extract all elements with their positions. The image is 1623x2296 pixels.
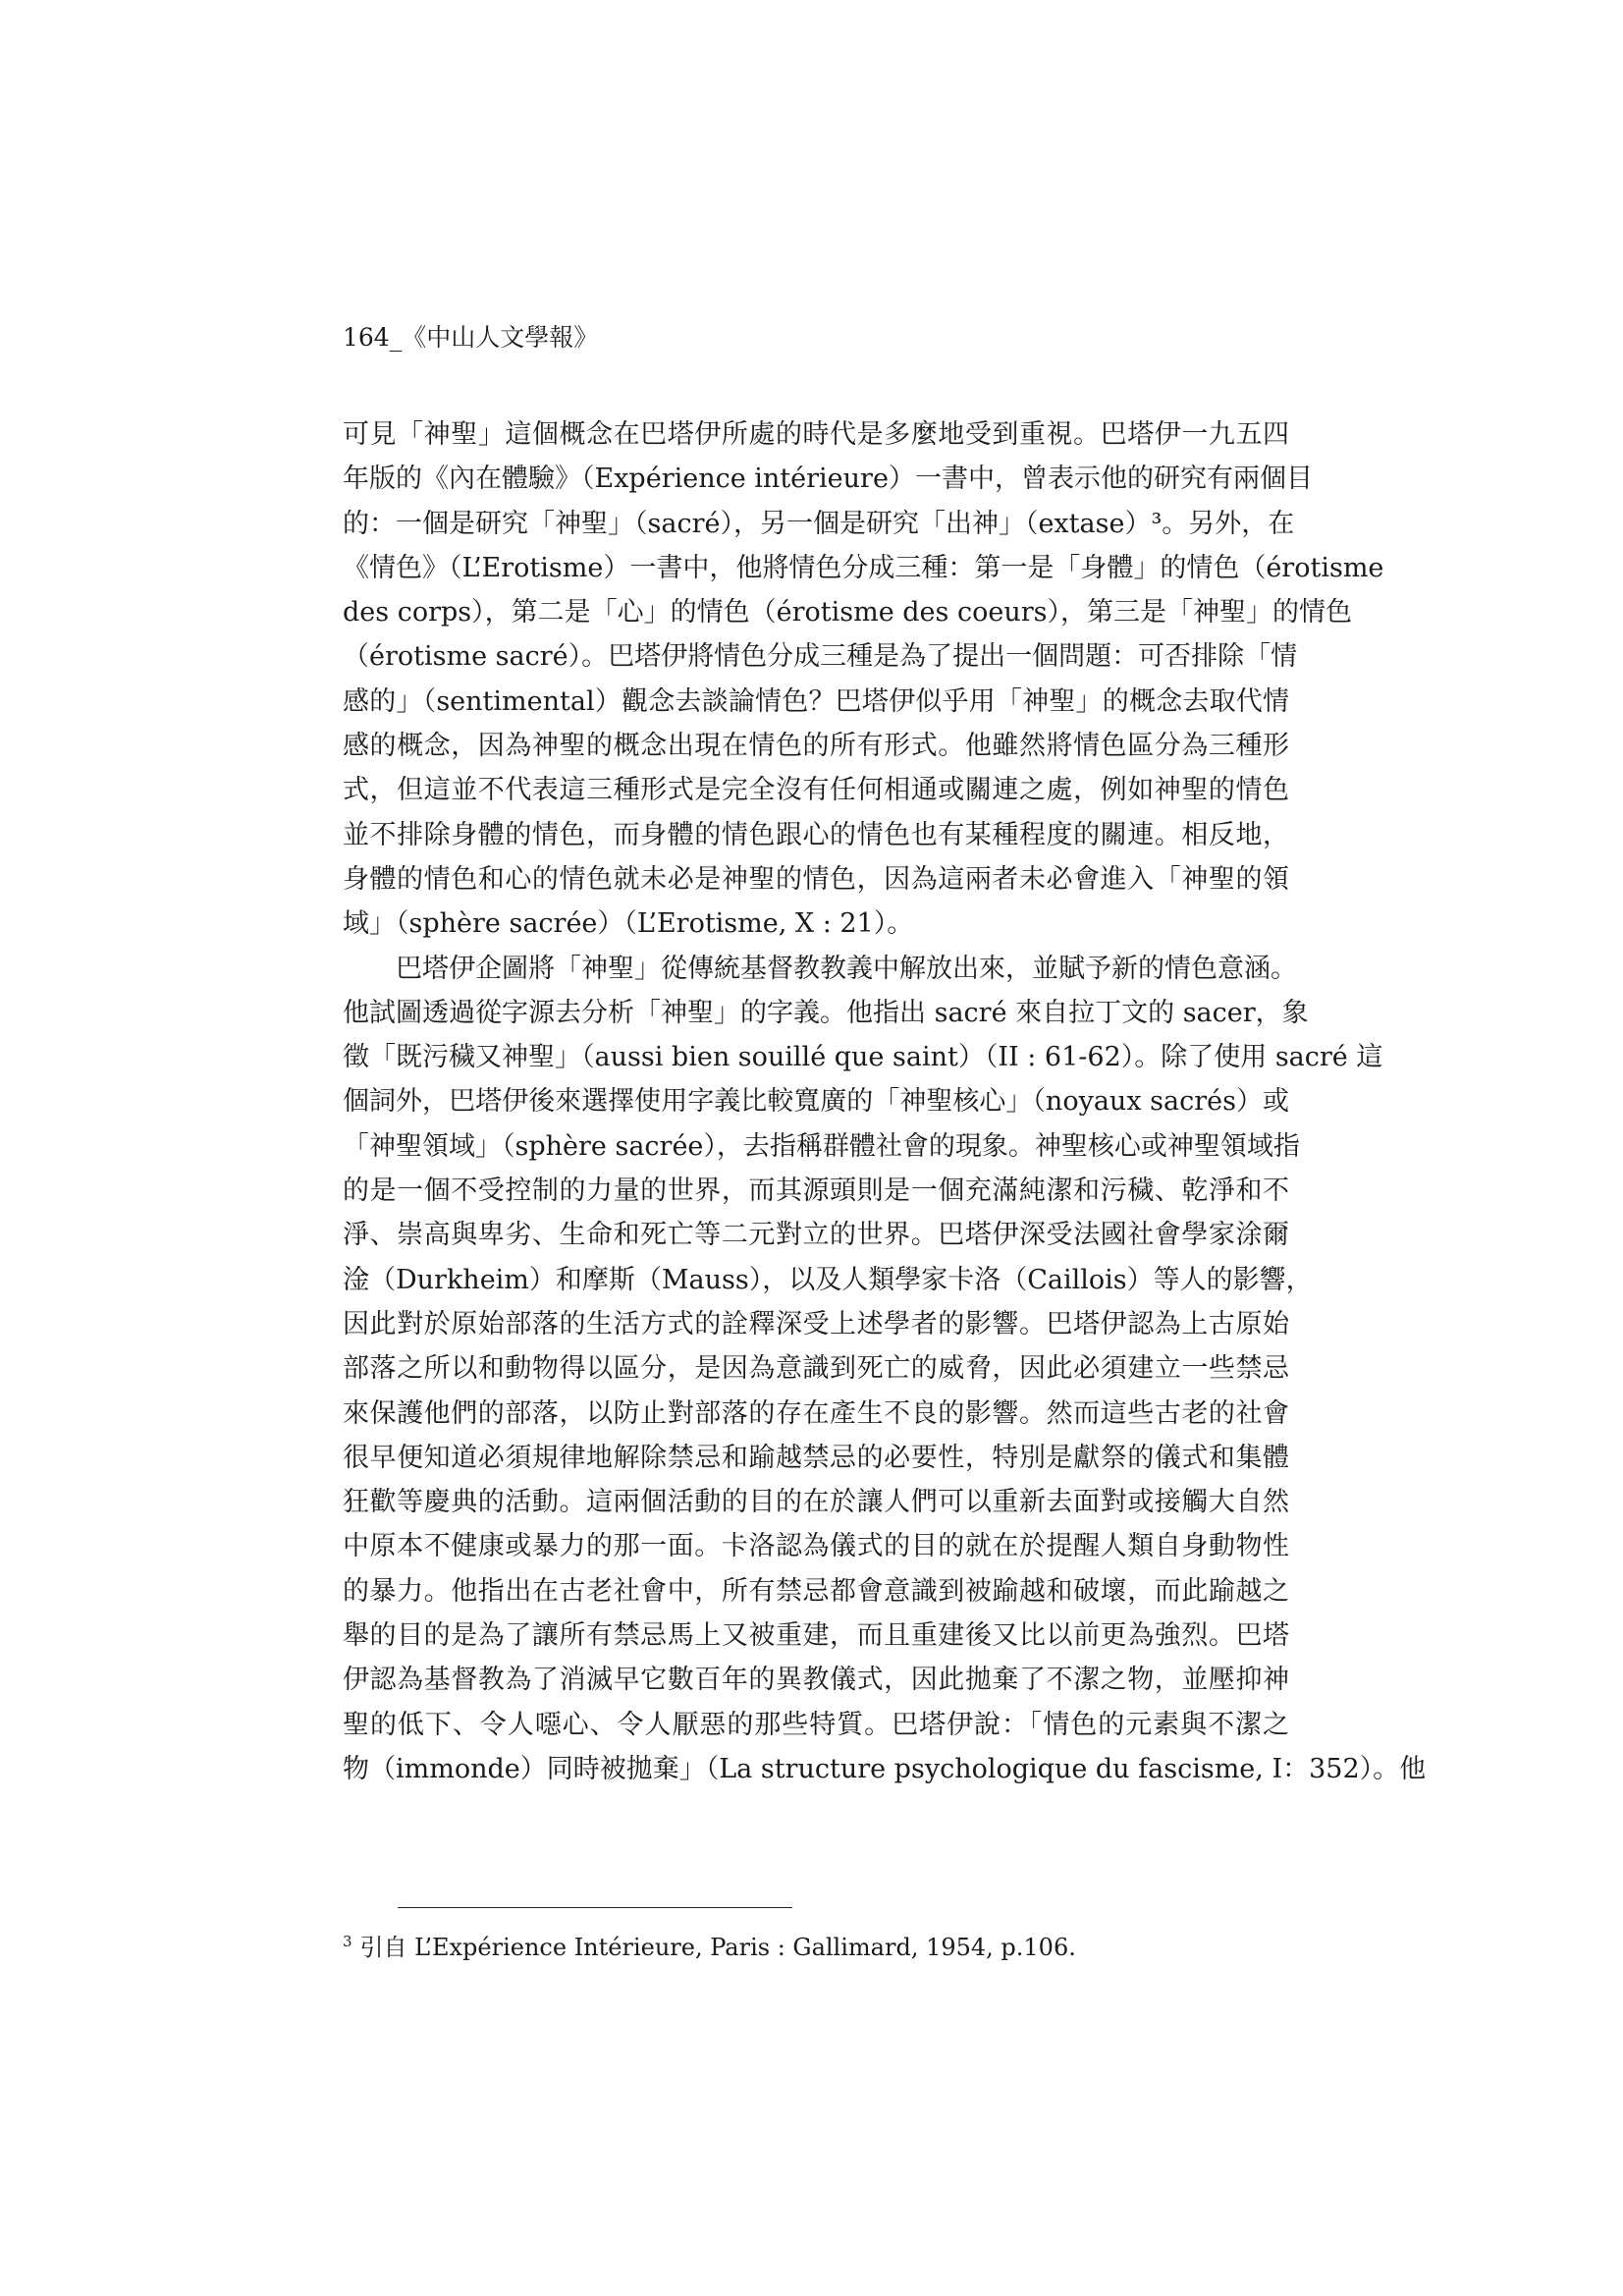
text-line: 聖的低下、令人噁心、令人厭惡的那些特質。巴塔伊說：「情色的元素與不潔之 [343,1709,1289,1740]
body-text [343,412,1427,1791]
text-line: 式，但這並不代表這三種形式是完全沒有任何相通或關連之處，例如神聖的情色 [343,775,1289,806]
text-line: 的暴力。他指出在古老社會中，所有禁忌都會意識到被踰越和破壞，而此踰越之 [343,1575,1289,1607]
text-line: 「神聖領域」（sphère sacrée），去指稱群體社會的現象。神聖核心或神聖領域指 [343,1130,1300,1162]
text-line: 舉的目的是為了讓所有禁忌馬上又被重建，而且重建後又比以前更為強烈。巴塔 [343,1620,1289,1652]
running-header: 164_《中山人文學報》 [343,323,599,352]
text-line: 域」（sphère sacrée）（L’Erotisme, X : 21）。 [343,908,914,940]
footnote [343,1925,1076,1964]
text-line: 因此對於原始部落的生活方式的詮釋深受上述學者的影響。巴塔伊認為上古原始 [343,1308,1289,1339]
text-line: 並不排除身體的情色，而身體的情色跟心的情色也有某種程度的關連。相反地， [343,819,1289,850]
text-line: 來保護他們的部落，以防止對部落的存在產生不良的影響。然而這些古老的社會 [343,1397,1289,1429]
text-line: 可見「神聖」這個概念在巴塔伊所處的時代是多麼地受到重視。巴塔伊一九五四 [343,419,1289,450]
text-line: 的是一個不受控制的力量的世界，而其源頭則是一個充滿純潔和污穢、乾淨和不 [343,1175,1289,1207]
footnote-marker: 3 [343,1933,352,1950]
text-line: 身體的情色和心的情色就未必是神聖的情色，因為這兩者未必會進入「神聖的領 [343,863,1289,895]
footnote-divider [398,1907,792,1908]
text-line: 徵「既污穢又神聖」（aussi bien souillé que saint）（II : 61-62）。除了使用 sacré 這 [343,1042,1383,1073]
footnote-text: 引自 L’Expérience Intérieure, Paris : Gallimard, 1954, p.106. [359,1934,1076,1961]
text-line: 《情色》（L’Erotisme）一書中，他將情色分成三種：第一是「身體」的情色（érotisme [343,552,1384,583]
text-line: 部落之所以和動物得以區分，是因為意識到死亡的威脅，因此必須建立一些禁忌 [343,1353,1289,1385]
text-line: 年版的《內在體驗》（Expérience intérieure）一書中，曾表示他的研究有兩個目 [343,464,1313,495]
text-line: 很早便知道必須規律地解除禁忌和踰越禁忌的必要性，特別是獻祭的儀式和集體 [343,1442,1289,1473]
paragraph-first-line: 巴塔伊企圖將「神聖」從傳統基督教教義中解放出來，並賦予新的情色意涵。 [396,953,1297,984]
text-line: 狂歡等慶典的活動。這兩個活動的目的在於讓人們可以重新去面對或接觸大自然 [343,1487,1289,1518]
text-line: 他試圖透過從字源去分析「神聖」的字義。他指出 sacré 來自拉丁文的 sacer，象 [343,997,1309,1028]
text-line: 伊認為基督教為了消滅早它數百年的異教儀式，因此拋棄了不潔之物，並壓抑神 [343,1665,1289,1696]
text-line: 淦（Durkheim）和摩斯（Mauss），以及人類學家卡洛（Caillois）等人的影響， [343,1264,1313,1295]
text-line: 物（immonde）同時被拋棄」（La structure psychologique du fascisme, I：352）。他 [343,1753,1427,1784]
text-line: 中原本不健康或暴力的那一面。卡洛認為儀式的目的就在於提醒人類自身動物性 [343,1531,1289,1562]
text-line: 淨、崇高與卑劣、生命和死亡等二元對立的世界。巴塔伊深受法國社會學家涂爾 [343,1220,1289,1251]
text-line: 感的」（sentimental）觀念去談論情色？巴塔伊似乎用「神聖」的概念去取代情 [343,685,1289,717]
text-line: 的：一個是研究「神聖」（sacré），另一個是研究「出神」（extase）³。另外，在 [343,508,1295,539]
text-line: （érotisme sacré）。巴塔伊將情色分成三種是為了提出一個問題：可否排除「情 [343,641,1298,673]
text-line: 個詞外，巴塔伊後來選擇使用字義比較寬廣的「神聖核心」（noyaux sacrés）或 [343,1086,1289,1118]
text-line: 感的概念，因為神聖的概念出現在情色的所有形式。他雖然將情色區分為三種形 [343,731,1289,762]
text-line: des corps），第二是「心」的情色（érotisme des coeurs），第三是「神聖」的情色 [343,597,1352,629]
